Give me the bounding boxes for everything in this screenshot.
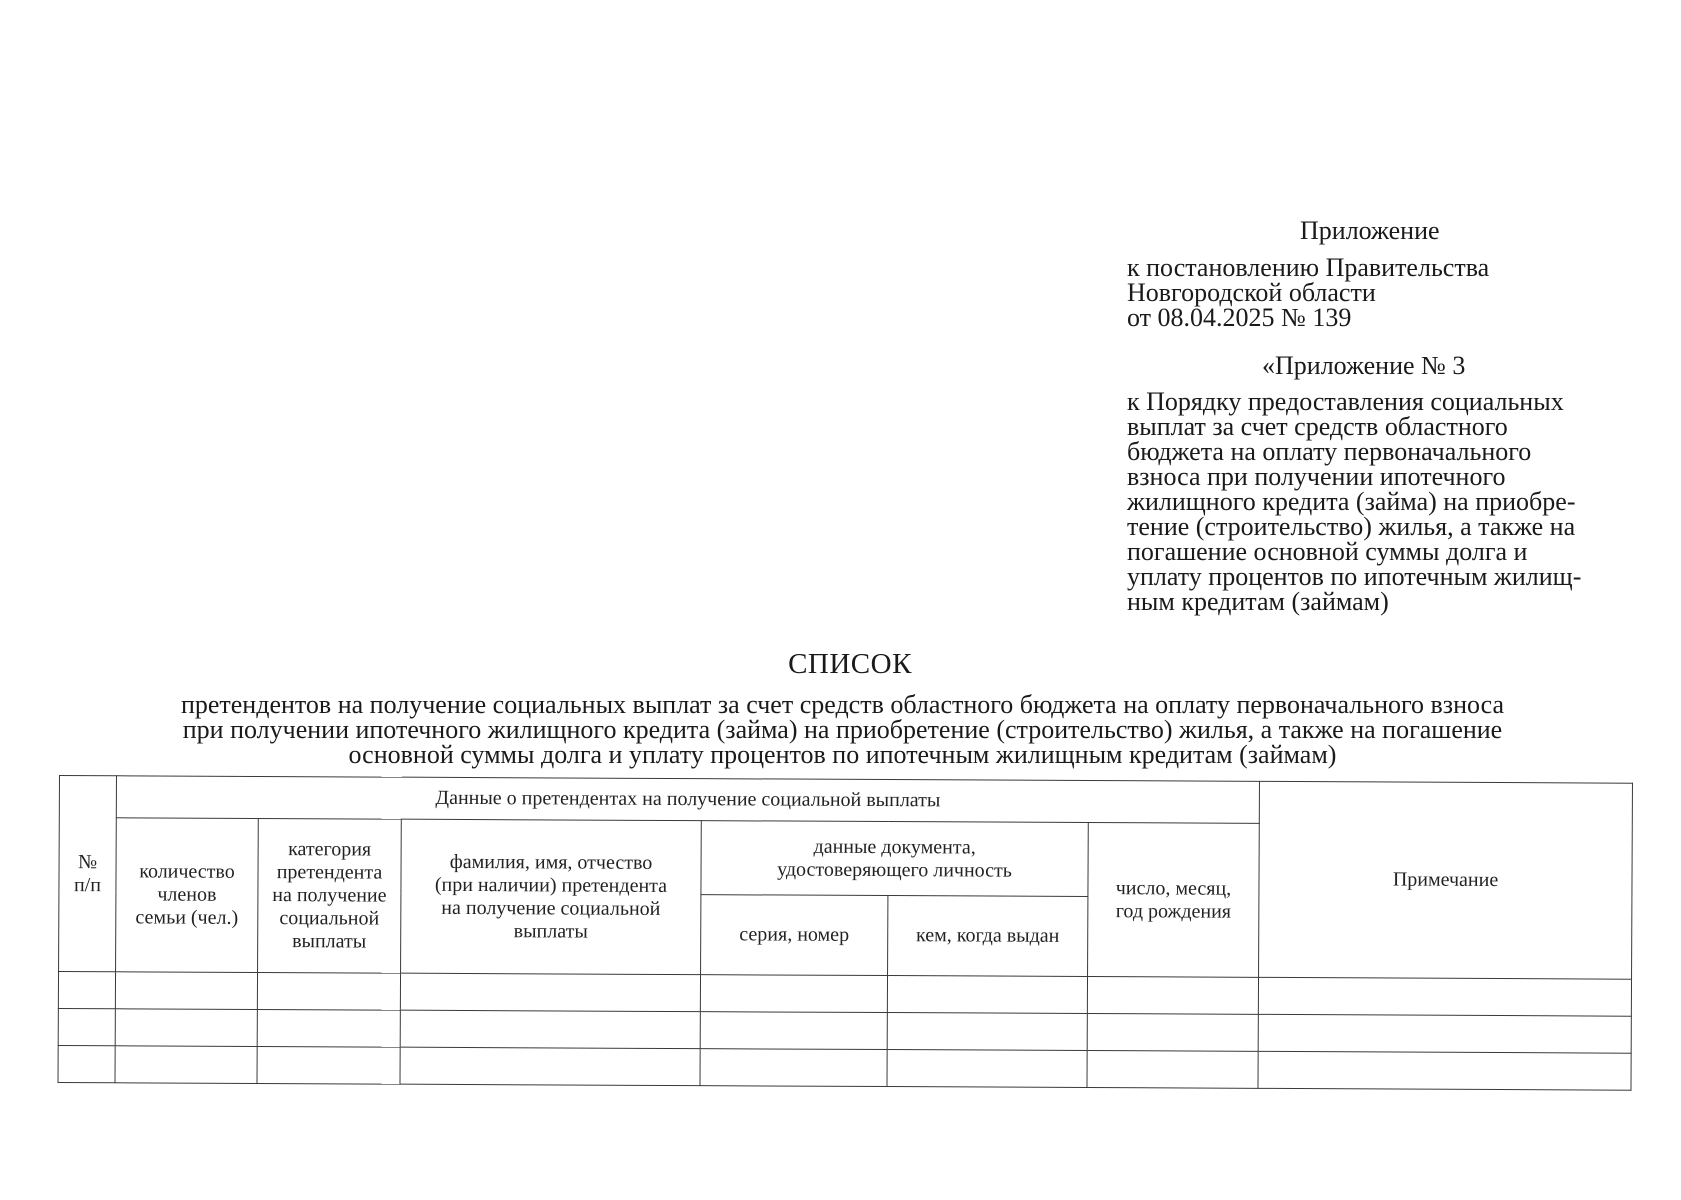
table-cell bbox=[115, 1009, 257, 1047]
table-cell bbox=[115, 1046, 257, 1084]
appendix-line: тение (строительство) жилья, а также на bbox=[1127, 512, 1576, 541]
table-cell bbox=[1087, 1051, 1258, 1089]
header-series-number: серия, номер bbox=[701, 895, 888, 976]
appendix-line: бюджета на оплату первоначального bbox=[1127, 437, 1532, 466]
table-cell bbox=[1087, 1014, 1258, 1052]
appendix-line: ным кредитам (займам) bbox=[1127, 587, 1389, 616]
appendix-line: жилищного кредита (займа) на приобре- bbox=[1127, 487, 1576, 516]
table-cell bbox=[1258, 977, 1631, 1016]
appendix-line: взноса при получении ипотечного bbox=[1127, 462, 1506, 491]
table-cell bbox=[1087, 977, 1258, 1015]
table-cell bbox=[257, 972, 400, 1010]
header-identity-document-group: данные документа, удостоверяющего личность bbox=[701, 821, 1088, 897]
subtitle-line: претендентов на получение социальных выплат за счет средств областного бюджета на оплату первоначального взноса bbox=[180, 690, 1505, 719]
table-cell bbox=[58, 1045, 115, 1082]
table-cell bbox=[700, 1049, 887, 1087]
table-body bbox=[58, 972, 1632, 1091]
header-note: Примечание bbox=[1259, 781, 1633, 979]
table-cell bbox=[700, 1012, 887, 1050]
table-cell bbox=[887, 1013, 1087, 1051]
annex-title: Приложение bbox=[1300, 216, 1440, 245]
appendix-line: к Порядку предоставления социальных bbox=[1127, 387, 1564, 416]
document-title: СПИСОК bbox=[788, 648, 912, 680]
subtitle-line: при получении ипотечного жилищного кредита (займа) на приобретение (строительство) жилья, а также на погашение bbox=[182, 715, 1503, 744]
table-cell bbox=[115, 972, 257, 1010]
appendix-line: погашение основной суммы долга и bbox=[1127, 537, 1528, 566]
table-cell bbox=[400, 1047, 700, 1085]
header-full-name: фамилия, имя, отчество (при наличии) претендента на получение социальной выплаты bbox=[401, 819, 702, 974]
table-cell bbox=[1258, 1014, 1631, 1053]
header-applicant-data-group: Данные о претендентах на получение социальной выплаты bbox=[116, 776, 1259, 824]
table-cell bbox=[58, 972, 115, 1009]
table-cell bbox=[887, 1050, 1087, 1088]
table-cell bbox=[1258, 1051, 1631, 1090]
table-cell bbox=[700, 975, 887, 1013]
table-cell bbox=[257, 1009, 400, 1047]
table-cell bbox=[58, 1008, 115, 1045]
annex-line: от 08.04.2025 № 139 bbox=[1127, 303, 1352, 332]
table-row bbox=[58, 1045, 1631, 1090]
header-family-size: количество членов семьи (чел.) bbox=[116, 818, 259, 973]
subtitle-line: основной суммы долга и уплату процентов по ипотечным жилищным кредитам (займам) bbox=[348, 740, 1337, 769]
annex-line: Новгородской области bbox=[1127, 278, 1376, 307]
table-cell bbox=[400, 973, 700, 1011]
annex-reference bbox=[1127, 255, 1647, 330]
header-issued-by: кем, когда выдан bbox=[888, 896, 1088, 977]
appendix-title: «Приложение № 3 bbox=[1262, 351, 1466, 380]
annex-line: к постановлению Правительства bbox=[1127, 253, 1490, 282]
header-category: категория претендента на получение социальной выплаты bbox=[258, 818, 402, 973]
header-number: № п/п bbox=[59, 776, 117, 972]
table-cell bbox=[257, 1046, 400, 1084]
table-cell bbox=[887, 976, 1087, 1014]
appendix-line: выплат за счет средств областного bbox=[1127, 412, 1508, 441]
header-birth-date: число, месяц, год рождения bbox=[1088, 823, 1260, 978]
appendix-line: уплату процентов по ипотечным жилищ- bbox=[1127, 562, 1582, 591]
table-cell bbox=[400, 1010, 700, 1048]
document-subtitle bbox=[110, 692, 1575, 767]
appendix-reference bbox=[1127, 389, 1627, 614]
applicants-table bbox=[57, 775, 1633, 1091]
